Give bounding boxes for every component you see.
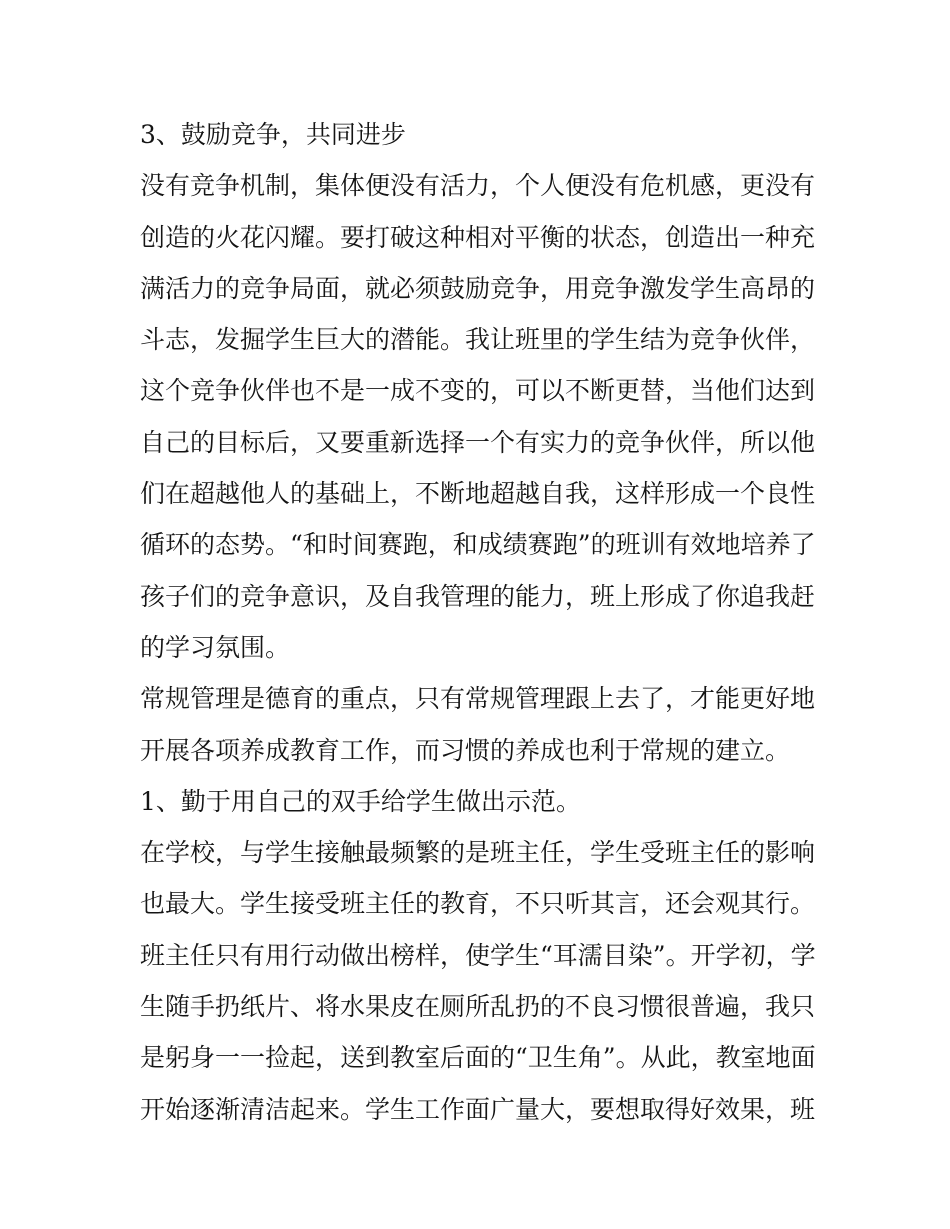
text-line: 常规管理是德育的重点，只有常规管理跟上去了，才能更好地 — [140, 684, 816, 714]
text-line: 孩子们的竞争意识，及自我管理的能力，班上形成了你追我赶 — [140, 581, 816, 611]
text-line: 班主任只有用行动做出榜样，使学生“耳濡目染”。开学初，学 — [140, 940, 816, 970]
text-line: 在学校，与学生接触最频繁的是班主任，学生受班主任的影响 — [140, 838, 816, 868]
text-line: 循环的态势。“和时间赛跑，和成绩赛跑”的班训有效地培养了 — [140, 530, 816, 560]
text-line: 的学习氛围。 — [140, 632, 291, 662]
text-line: 创造的火花闪耀。要打破这种相对平衡的状态，创造出一种充 — [140, 222, 816, 252]
text-line: 也最大。学生接受班主任的教育，不只听其言，还会观其行。 — [140, 889, 816, 919]
text-line: 满活力的竞争局面，就必须鼓励竞争，用竞争激发学生高昂的 — [140, 273, 816, 303]
heading-demonstration: 1、勤于用自己的双手给学生做出示范。 — [140, 786, 581, 816]
document-page — [140, 109, 820, 1135]
text-line: 没有竞争机制，集体便没有活力，个人便没有危机感，更没有 — [140, 171, 816, 201]
text-line: 是躬身一一捡起，送到教室后面的“卫生角”。从此，教室地面 — [140, 1043, 816, 1073]
text-line: 开始逐渐清洁起来。学生工作面广量大，要想取得好效果，班 — [140, 1094, 816, 1124]
text-line: 自己的目标后，又要重新选择一个有实力的竞争伙伴，所以他 — [140, 427, 816, 457]
text-line: 斗志，发掘学生巨大的潜能。我让班里的学生结为竞争伙伴， — [140, 325, 816, 355]
text-line: 开展各项养成教育工作，而习惯的养成也利于常规的建立。 — [140, 735, 791, 765]
text-line: 生随手扔纸片、将水果皮在厕所乱扔的不良习惯很普遍，我只 — [140, 992, 816, 1022]
text-line: 们在超越他人的基础上，不断地超越自我，这样形成一个良性 — [140, 479, 816, 509]
heading-encourage-competition: 3、鼓励竞争，共同进步 — [140, 120, 406, 149]
text-line: 这个竞争伙伴也不是一成不变的，可以不断更替，当他们达到 — [140, 376, 816, 406]
